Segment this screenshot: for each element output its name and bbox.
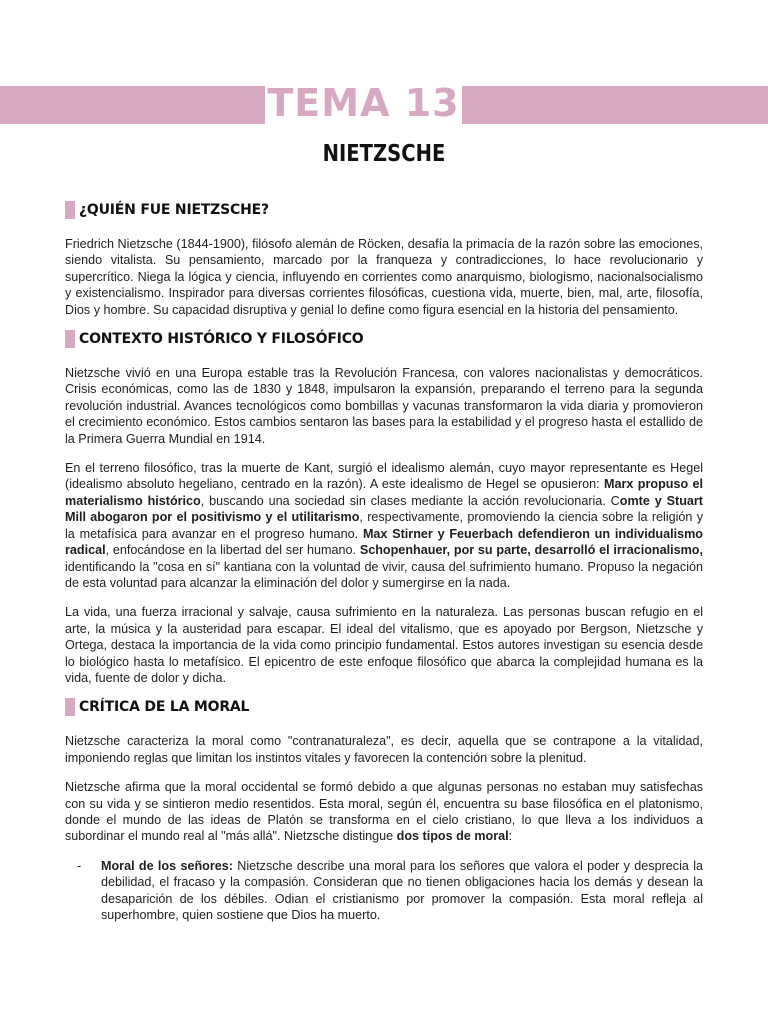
bold-run: dos tipos de moral (396, 829, 509, 844)
paragraph: La vida, una fuerza irracional y salvaje, causa sufrimiento en la naturaleza. Las personas buscan refugio en el arte, la música y la austeridad para escapar. El ideal del vitalismo, que es apoyado por Bergson, Nietzsche y Ortega, destaca la importancia de la vida como principio fundamental. Estos autores investigan su esencia desde lo biológico hasta lo metafísico. El epicentro de este enfoque filosófico que abarca la complejidad humana es la vida, fuente de dolor y dicha. (65, 605, 703, 685)
paragraph: Nietzsche vivió en una Europa estable tras la Revolución Francesa, con valores nacionalistas y democráticos. Crisis económicas, como las de 1830 y 1848, impulsaron la expansión, preparando el terreno para la segunda revolución industrial. Avances tecnológicos como bombillas y vacunas transformaron la vida diaria y promovieron el crecimiento económico. Estos cambios sentaron las bases para la estabilidad y el progreso hasta el estallido de la Primera Guerra Mundial en 1914. (65, 366, 703, 446)
list-marker: - (77, 858, 82, 873)
moral-types-list (65, 858, 703, 924)
bold-run: Marx propuso el materialismo histórico (65, 477, 703, 508)
bold-run: Moral de los señores: (101, 858, 233, 873)
text-run: Nietzsche describe una moral para los señores que valora el poder y desprecia la debilidad, el fracaso y la compasión. Consideran que no tienen obligaciones hacia los demás y desean la desaparición de los débiles. Odian el cristianismo por promover la compasión. Esta moral refleja al superhombre, quien sostiene que Dios ha muerto. (101, 858, 703, 922)
heading-marker (65, 698, 75, 716)
text-run: identificando la "cosa en sí" kantiana con la voluntad de vivir, causa del sufrimiento humano. Propuso la negación de esta voluntad para alcanzar la eliminación del dolor y sumergirse en la nada. (65, 559, 703, 590)
heading-marker (65, 330, 75, 348)
text-run: Nietzsche afirma que la moral occidental se formó debido a que algunas personas no estaban muy satisfechas con su vida y se sintieron medio resentidos. Esta moral, según él, encuentra su base filosófica en el platonismo, donde el mundo de las ideas de Platón se transforma en el cielo cristiano, lo que lleva a los individuos a subordinar el mundo real al "más allá". Nietzsche distingue (65, 780, 703, 844)
tema-label: TEMA 13 (267, 81, 460, 125)
section-title: CRÍTICA DE LA MORAL (79, 699, 250, 716)
text-run: , enfocándose en la libertad del ser humano. (105, 543, 360, 558)
header-band-right (462, 86, 768, 124)
bold-run: Schopenhauer, por su parte, desarrolló el irracionalismo, (359, 543, 703, 558)
list-item (65, 858, 703, 924)
section-title: CONTEXTO HISTÓRICO Y FILOSÓFICO (79, 331, 364, 348)
paragraph (65, 779, 703, 845)
paragraph: Nietzsche caracteriza la moral como "contranaturaleza", es decir, aquella que se contrapone a la vitalidad, imponiendo reglas que limitan los instintos vitales y favorecen la contención sobre la plenitud. (65, 734, 703, 765)
document-body (65, 200, 703, 923)
text-run: En el terreno filosófico, tras la muerte de Kant, surgió el idealismo alemán, cuyo mayor representante es Hegel (idealismo absoluto hegeliano, centrado en la razón). A este idealismo de Hegel se opusieron: (65, 461, 703, 492)
section-heading-quien (65, 200, 703, 220)
section-heading-contexto (65, 329, 703, 349)
section-heading-critica (65, 697, 703, 717)
paragraph (65, 460, 703, 591)
page-title: NIETZSCHE (322, 141, 446, 167)
header-band-left (0, 86, 265, 124)
bold-run: omte y Stuart Mill abogaron por el positivismo y el utilitarismo (65, 493, 703, 525)
text-run: : (508, 829, 513, 844)
paragraph: Friedrich Nietzsche (1844-1900), filósofo alemán de Röcken, desafía la primacía de la razón sobre las emociones, siendo vitalista. Su pensamiento, marcado por la franqueza y contradicciones, lo hace revolucionario y supercrítico. Niega la lógica y ciencia, influyendo en corrientes como anarquismo, biologismo, nacionalsocialismo y existencialismo. Inspirador para diversas corrientes filosóficas, cuestiona vida, muerte, bien, mal, arte, filosofía, Dios y hombre. Su capacidad disruptiva y genial lo define como figura esencial en la historia del pensamiento. (65, 237, 703, 317)
text-run: , respectivamente, promoviendo la ciencia sobre la religión y la metafísica para avanzar en el progreso humano. (65, 510, 704, 541)
bold-run: Max Stirner y Feuerbach defendieron un individualismo radical (65, 526, 703, 558)
text-run: , buscando una sociedad sin clases mediante la acción revolucionaria. C (200, 493, 620, 508)
section-title: ¿QUIÉN FUE NIETZSCHE? (79, 202, 269, 218)
heading-marker (65, 201, 75, 219)
